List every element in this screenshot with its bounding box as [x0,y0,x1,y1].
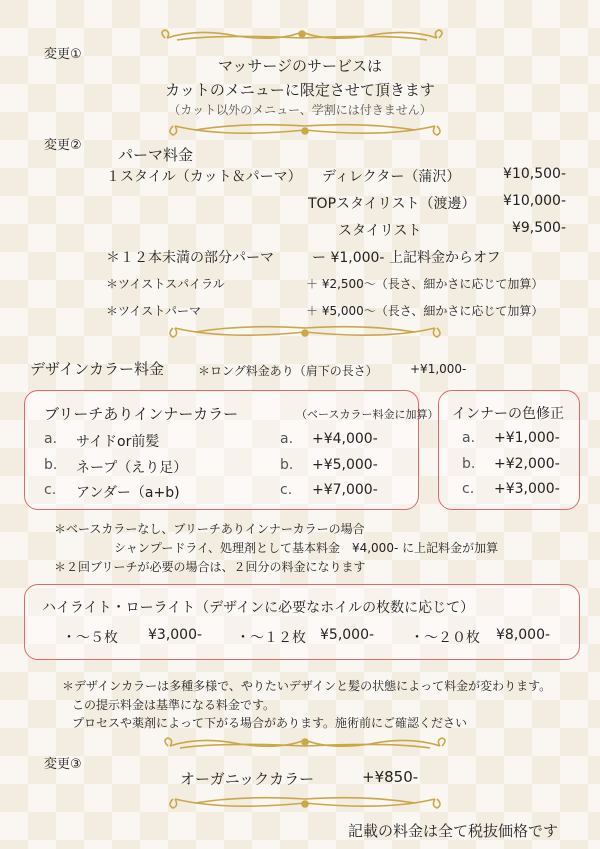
inner-fix-price: +¥3,000- [494,481,560,497]
organic-color-price: +¥850- [362,768,419,786]
highlight-tier-count: ・～１２枚 [236,630,306,646]
massage-note: （カット以外のメニュー、学割には付きません） [168,103,432,117]
design-color-title: デザインカラー料金 [30,360,164,378]
footer-note-2: この提示料金は基準になる料金です。 [72,698,276,712]
bleach-item-letter-2: b. [280,457,294,473]
ornament-top-1 [157,26,447,46]
note-double-bleach: ＊２回ブリーチが必要の場合は、２回分の料金になります [54,560,366,574]
highlight-tier-price: ¥5,000- [320,627,375,643]
price-stylist: ¥9,500- [511,220,566,236]
price-role-top-stylist: TOPスタイリスト（渡邊） [308,196,476,212]
long-hair-price: +¥1,000- [410,362,467,376]
style-label: １スタイル（カット＆パーマ） [106,169,302,185]
twist-spiral-label: ＊ツイストスパイラル [106,277,225,291]
highlight-tier-price: ¥3,000- [148,627,203,643]
change1-label: 変更① [44,47,82,62]
highlight-title: ハイライト・ローライト（デザインに必要なホイルの枚数に応じて） [42,600,475,616]
price-role-stylist: スタイリスト [338,223,422,239]
change3-label: 変更③ [44,757,82,772]
ornament-top-3 [160,734,450,754]
inner-fix-price: +¥2,000- [494,456,560,472]
note-no-base-color: ＊ベースカラーなし、ブリーチありインナーカラーの場合 [54,522,365,536]
inner-fix-price: +¥1,000- [494,430,560,446]
highlight-tier-price: ¥8,000- [496,627,551,643]
ornament-divider-2 [165,320,445,342]
footer-note-1: ＊デザインカラーは多種多様で、やりたいデザインと髪の状態によって料金が変わります。 [62,679,552,693]
ornament-divider-3 [165,791,445,813]
bleach-item-letter-2: c. [280,482,293,498]
bleach-item-price: +¥5,000- [312,457,378,473]
highlight-lowlight-box [24,584,580,660]
price-top-stylist: ¥10,000- [503,193,566,209]
inner-fix-title: インナーの色修正 [452,406,564,422]
perm-title: パーマ料金 [118,146,194,164]
bleach-item-price: +¥7,000- [312,482,378,498]
bleach-title: ブリーチありインナーカラー [44,405,239,423]
price-role-director: ディレクター（蒲沢） [322,169,461,185]
bleach-item-name: アンダー（a+b) [76,485,180,501]
inner-fix-letter: c. [462,481,475,497]
bleach-item-letter-2: a. [280,431,294,447]
tax-exclusive-note: 記載の料金は全て税抜価格です [348,822,559,840]
bleach-item-letter: c. [44,482,57,498]
long-hair-note: ＊ロング料金あり（肩下の長さ） [198,364,378,378]
bleach-item-name: ネープ（えり足） [76,460,188,476]
price-director: ¥10,500- [503,166,566,182]
bleach-item-letter: a. [44,431,58,447]
partial-perm-value: ー ¥1,000- 上記料金からオフ [312,250,501,266]
bleach-item-price: +¥4,000- [312,431,378,447]
twist-perm-value: ＋ ¥5,000～（長さ、細かさに応じて加算） [306,304,544,318]
massage-line2: カットのメニューに限定させて頂きます [165,81,435,99]
footer-note-3: プロセスや薬剤によって下がる場合があります。施術前にご確認ください [72,716,468,730]
inner-fix-letter: b. [462,456,476,472]
ornament-divider-1 [165,118,445,140]
bleach-item-name: サイドor前髪 [76,434,160,450]
twist-spiral-value: ＋ ¥2,500～（長さ、細かさに応じて加算） [306,277,544,291]
highlight-tier-count: ・～５枚 [62,630,118,646]
change2-label: 変更② [44,138,82,153]
partial-perm-label: ＊１２本未満の部分パーマ [106,250,274,266]
bleach-item-letter: b. [44,457,58,473]
bleach-subtitle: （ベースカラー料金に加算） [296,408,439,421]
massage-line1: マッサージのサービスは [217,57,383,75]
twist-perm-label: ＊ツイストパーマ [106,304,202,318]
highlight-tier-count: ・～２０枚 [410,630,480,646]
inner-fix-letter: a. [462,430,476,446]
note-base-fee: シャンプードライ、処理剤として基本料金 ¥4,000- に上記料金が加算 [114,541,499,555]
organic-color-label: オーガニックカラー [180,770,315,788]
